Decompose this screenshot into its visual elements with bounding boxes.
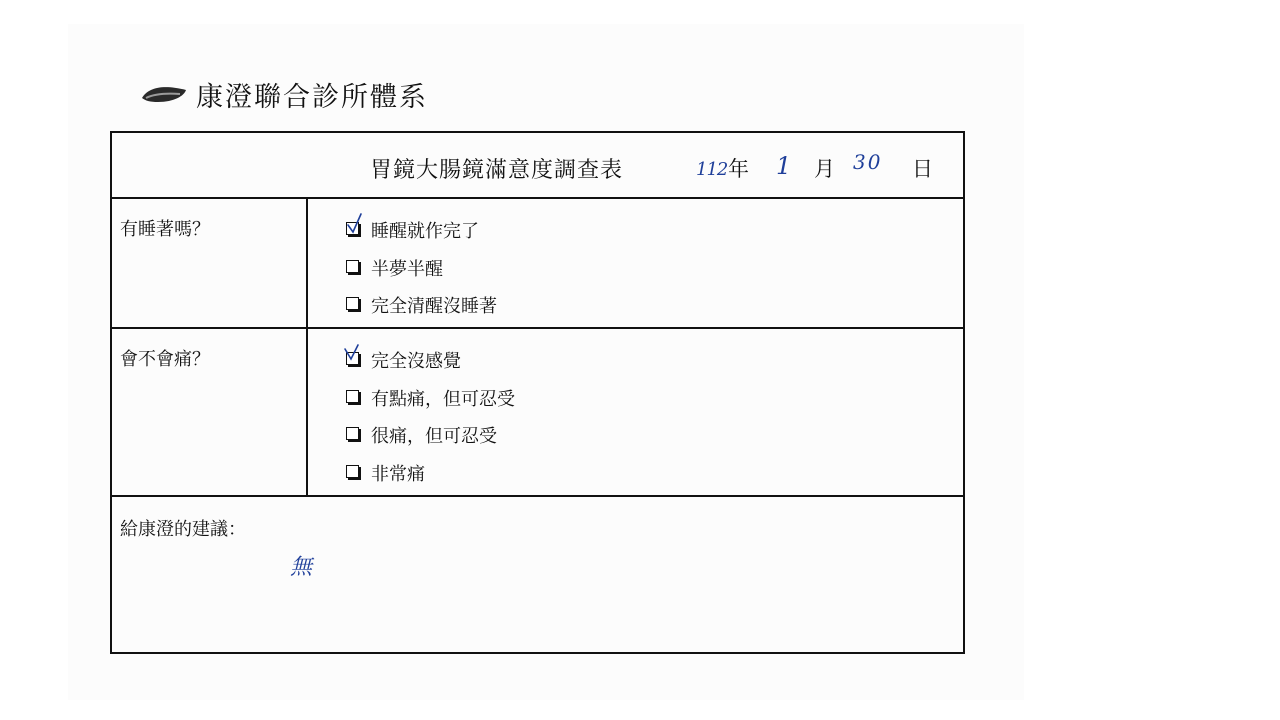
date-year-label: 年: [728, 157, 749, 181]
option-label: 完全沒感覺: [371, 351, 461, 372]
option-label: 睡醒就作完了: [371, 221, 479, 242]
checkbox-unchecked[interactable]: [346, 427, 359, 440]
checkmark-icon: [345, 343, 365, 367]
date-month-handwritten: 1: [776, 152, 792, 180]
checkbox-unchecked[interactable]: [346, 465, 359, 478]
clinic-name: 康澄聯合診所體系: [196, 81, 428, 113]
clinic-header: [140, 76, 428, 112]
date-day-label: 日: [912, 157, 933, 181]
checkbox-unchecked[interactable]: [346, 297, 359, 310]
question-row-sleep: [112, 199, 963, 329]
option-pain-2[interactable]: [346, 385, 515, 423]
checkmark-icon: [345, 213, 365, 237]
option-label: 非常痛: [371, 463, 425, 485]
suggestion-handwritten-answer[interactable]: 無: [290, 555, 313, 580]
question-cell: [112, 329, 308, 495]
option-pain-4[interactable]: [346, 460, 515, 498]
option-sleep-3[interactable]: [346, 292, 497, 330]
date-month-label: 月: [814, 157, 835, 181]
checkbox-checked[interactable]: [346, 352, 359, 365]
survey-form: [110, 131, 965, 654]
clinic-logo-icon: [140, 82, 188, 106]
question-row-pain: [112, 329, 963, 497]
option-label: 完全清醒沒睡著: [371, 296, 497, 317]
checkbox-checked[interactable]: [346, 222, 359, 235]
option-label: 很痛，但可忍受: [371, 426, 497, 447]
suggestion-row: [112, 497, 963, 654]
option-sleep-2[interactable]: [346, 255, 497, 293]
form-title: 胃鏡大腸鏡滿意度調查表: [370, 158, 624, 183]
option-label: 半夢半醒: [371, 258, 443, 280]
date-year-handwritten: 112: [696, 159, 728, 180]
option-label: 有點痛，但可忍受: [371, 388, 515, 410]
form-title-row: [112, 133, 963, 199]
options-pain: [346, 347, 515, 497]
option-pain-1[interactable]: [346, 347, 515, 385]
question-label-sleep: 有睡著嗎？: [120, 219, 210, 240]
option-pain-3[interactable]: [346, 422, 515, 460]
checkbox-unchecked[interactable]: [346, 260, 359, 273]
checkbox-unchecked[interactable]: [346, 390, 359, 403]
question-cell: [112, 199, 308, 327]
question-label-pain: 會不會痛？: [120, 349, 210, 370]
option-sleep-1[interactable]: [346, 217, 497, 255]
date-day-handwritten: 30: [853, 150, 883, 174]
options-sleep: [346, 217, 497, 330]
suggestion-label: 給康澄的建議：: [120, 519, 246, 540]
